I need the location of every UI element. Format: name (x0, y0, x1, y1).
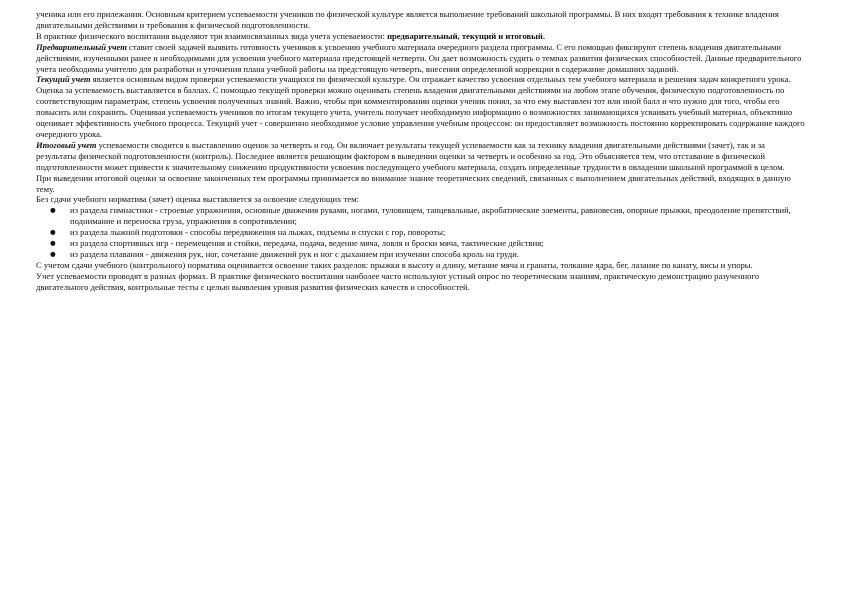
types-text: В практике физического воспитания выделяют три взаимосвязанных вида учета успеваемости: (36, 30, 388, 41)
paragraph-with-standard: С учетом сдачи учебного (контрольного) норматива оценивается освоение таких разделов: прыжки в высоту и длину, метание мяча и гранаты, толкание ядра, бег, лазание по канату, висы и упоры. (36, 259, 753, 270)
term-current: Текущий учет (36, 74, 91, 85)
current-text: является основным видом проверки успеваемости учащихся по физической культуре. Он отражает качество усвоения отдельных тем учебного материала и решения задач конкретного урока. Оценка за успеваемость выставляется в баллах. С помощью текущей проверки можно оценивать степень владения двигательными действиями на любом этапе обучения, физическую подготовленность по соответствующим параметрам, степень усвоения полученных знаний. Важно, чтобы при комментировании оценки ученик понял, за что ему выставлен тот или иной балл и что нужно для того, чтобы его повысить или сохранить. Оценивая успеваемость учеников по итогам текущего учета, учитель получает необходимую информацию о возможностях занимающихся усваивать учебный материал, объективно оценивает эффективность учебного процесса. Текущий учет - совершенно необходимое условие управления учебным процессом: он предоставляет возможность постоянно корректировать содержание каждого очередного урока. (36, 74, 805, 139)
paragraph-preliminary (36, 42, 806, 75)
term-preliminary: Предварительный учет (36, 41, 127, 52)
topics-list (36, 205, 806, 260)
list-item (50, 248, 806, 260)
list-item (50, 238, 806, 249)
paragraph-types-of-accounting (36, 31, 806, 42)
topic-text: из раздела спортивных игр - перемещения и стойки, передача, подача, ведение мяча, ловля и броски мяча, тактические действия; (70, 238, 544, 249)
bullet-circle-icon: ● (50, 249, 56, 258)
list-item (50, 227, 806, 238)
term-final: Итоговый учет (36, 139, 97, 150)
final-text: успеваемости сводится к выставлению оценок за четверть и год. Он включает результаты текущей успеваемости как за технику владения двигательными действиями (зачет), так и за результаты физической подготовленности (контроль). Последнее является решающим фактором в выведении оценки за четверть и особенно за год. Это объясняется тем, что отставание в физической подготовленности может привести к значительному снижению продуктивности усвоения последующего учебного материала, создать определенные трудности в овладении школьной программой в целом. (36, 139, 785, 172)
paragraph-forms: Учет успеваемости проводят в разных формах. В практике физического воспитания наиболее часто используют устный опрос по теоретическим знаниям, практическую демонстрацию разученного двигательного действия, контрольные тесты с целью выявления уровня развития физических качеств и способностей. (36, 270, 760, 292)
preliminary-text: ставит своей задачей выявить готовность учеников к усвоению учебного материала очередного раздела программы. С его помощью фиксируют степень владения двигательными действиями, изученными ранее и необходимыми для усвоения учебного материала предстоящей четверти. Он дает возможность судить о темпах развития физических способностей. Данные предварительного учета необходимы учителю для разработки и уточнения плана учебной работы на предстоящую четверть, внесения определенной коррекции в содержание домашних заданий. (36, 41, 802, 74)
list-item (50, 205, 806, 227)
paragraph-intro: ученика или его прилежания. Основным критерием успеваемости учеников по физической культуре является выполнение требований школьной программы. В них входят требования к технике владения двигательными действиями и требования к физической подготовленности. (36, 9, 779, 30)
topic-text: из раздела лыжной подготовки - способы передвижения на лыжах, подъемы и спуски с гор, повороты; (70, 227, 446, 238)
paragraph-final-grade: При выведении итоговой оценки за освоение законченных тем программы принимается во внимание знание теоретических сведений, связанных с выполнением двигательных действий, входящих в данную тему. (36, 172, 791, 194)
topic-text: из раздела плавания - движения рук, ног, сочетание движений рук и ног с дыханием при изучении способа кроль на груди. (70, 248, 520, 259)
bullet-circle-icon: ● (50, 206, 56, 215)
types-bold: предварительный, текущий и итоговый. (387, 30, 545, 41)
bullet-circle-icon: ● (50, 239, 56, 248)
bullet-circle-icon: ● (50, 228, 56, 237)
paragraph-final (36, 140, 806, 173)
paragraph-no-standard: Без сдачи учебного норматива (зачет) оценка выставляется за освоение следующих тем: (36, 194, 359, 205)
paragraph-current (36, 74, 806, 139)
topic-text: из раздела гимнастики - строевые упражнения, основные движения руками, ногами, туловищем, танцевальные, акробатические элементы, равновесия, опорные прыжки, преодоление препятствий, поднимание и переноска груза, упражнения в сопротивлении; (70, 205, 791, 227)
